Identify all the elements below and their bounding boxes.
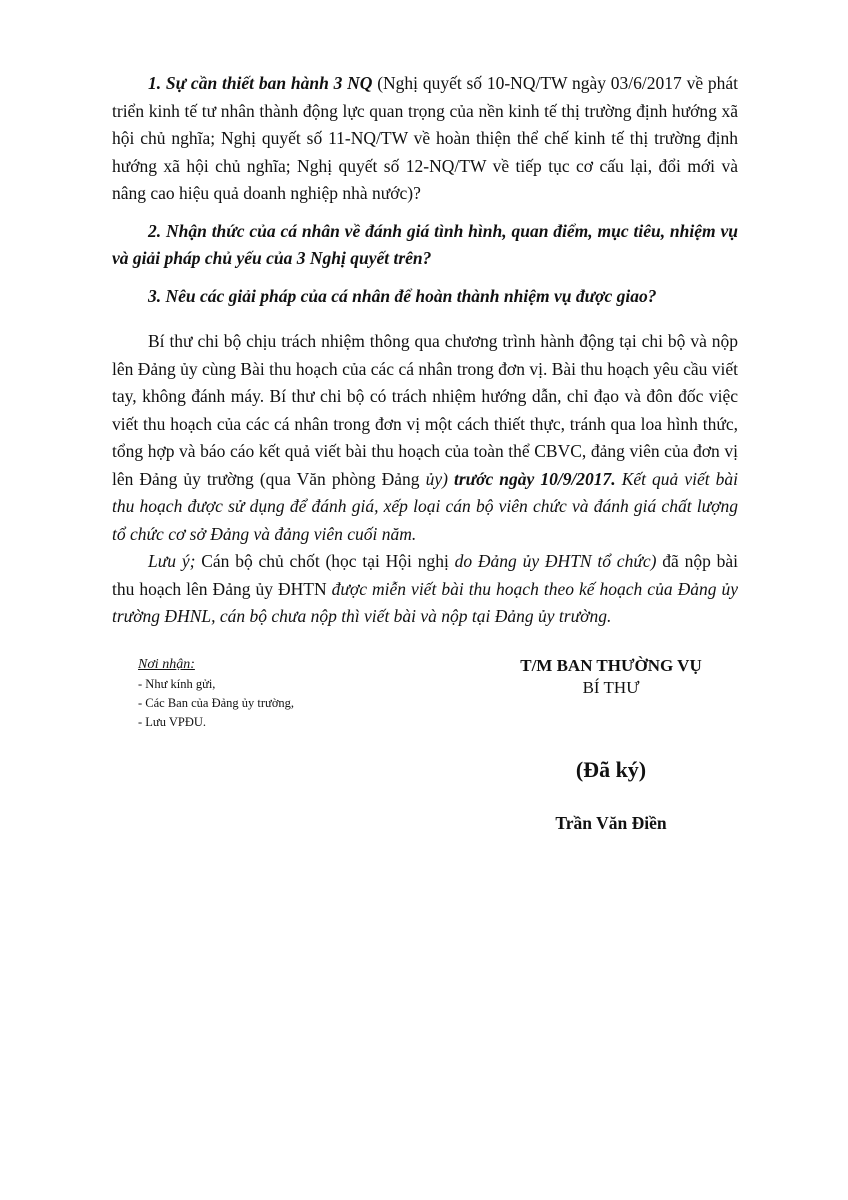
note-text-1: Cán bộ chủ chốt (học tại Hội nghị xyxy=(195,551,455,571)
note-label: Lưu ý; xyxy=(148,551,196,571)
recipients-block xyxy=(138,655,294,732)
instructions-italic: ủy) xyxy=(425,468,448,489)
question-1-title: 1. Sự cần thiết ban hành 3 NQ xyxy=(148,73,373,93)
note-text-4: được miễn viết bài thu hoạch theo kế hoạch của Đảng ủy trường ĐHNL, cán bộ chưa nộp thì viết bài và nộp tại Đảng ủy trường. xyxy=(112,578,738,626)
document-footer xyxy=(112,655,738,855)
note-paragraph xyxy=(112,548,738,631)
note-text-3: đã nộp bài thu hoạch lên Đảng ủy ĐHTN xyxy=(112,551,739,599)
signer-name: Trần Văn Điền xyxy=(555,813,667,833)
question-2: 2. Nhận thức của cá nhân về đánh giá tình hình, quan điểm, mục tiêu, nhiệm vụ và giải pháp chủ yếu của 3 Nghị quyết trên? xyxy=(112,220,738,268)
question-3: 3. Nêu các giải pháp của cá nhân để hoàn thành nhiệm vụ được giao? xyxy=(148,285,657,306)
instructions-result-text: Kết quả viết bài thu hoạch được sử dụng để đánh giá, xếp loại cán bộ viên chức và đánh giá chất lượng tổ chức cơ sở Đảng và đảng viên cuối năm. xyxy=(112,468,738,544)
document-body xyxy=(112,70,738,641)
signer-organization: T/M BAN THƯỜNG VỤ xyxy=(520,656,702,675)
question-1-detail: (Nghị quyết số 10-NQ/TW ngày 03/6/2017 về phát triển kinh tế tư nhân thành động lực quan trọng của nền kinh tế thị trường định hướng xã hội chủ nghĩa; Nghị quyết số 11-NQ/TW về hoàn thiện thể chế kinh tế thị trường định hướng xã hội chủ nghĩa; Nghị quyết số 12-NQ/TW về tiếp tục cơ cấu lại, đổi mới và nâng cao hiệu quả doanh nghiệp nhà nước)? xyxy=(112,73,739,203)
signer-title: BÍ THƯ xyxy=(582,678,640,697)
recipient-item: - Các Ban của Đảng ủy trường, xyxy=(138,696,295,710)
signed-mark: (Đã ký) xyxy=(575,757,647,782)
deadline-text: trước ngày 10/9/2017. xyxy=(447,468,616,489)
note-text-2: do Đảng ủy ĐHTN tổ chức) xyxy=(454,551,657,571)
recipients-heading: Nơi nhận: xyxy=(138,657,195,672)
recipient-item: - Lưu VPĐU. xyxy=(138,715,207,729)
instructions-paragraph xyxy=(112,328,738,548)
instructions-text: Bí thư chi bộ chịu trách nhiệm thông qua chương trình hành động tại chi bộ và nộp lên Đảng ủy cùng Bài thu hoạch của các cá nhân trong đơn vị. Bài thu hoạch yêu cầu viết tay, không đánh máy. Bí thư chi bộ có trách nhiệm hướng dẫn, chỉ đạo và đôn đốc việc viết thu hoạch của các cá nhân trong đơn vị một cách thiết thực, tránh qua loa hình thức, tổng hợp và báo cáo kết quả viết bài thu hoạch của toàn thể CBVC, đảng viên của đơn vị lên Đảng ủy trường (qua Văn phòng Đảng xyxy=(112,331,738,489)
recipient-item: - Như kính gửi, xyxy=(138,677,216,691)
signature-block xyxy=(484,655,738,835)
question-1 xyxy=(112,70,738,208)
